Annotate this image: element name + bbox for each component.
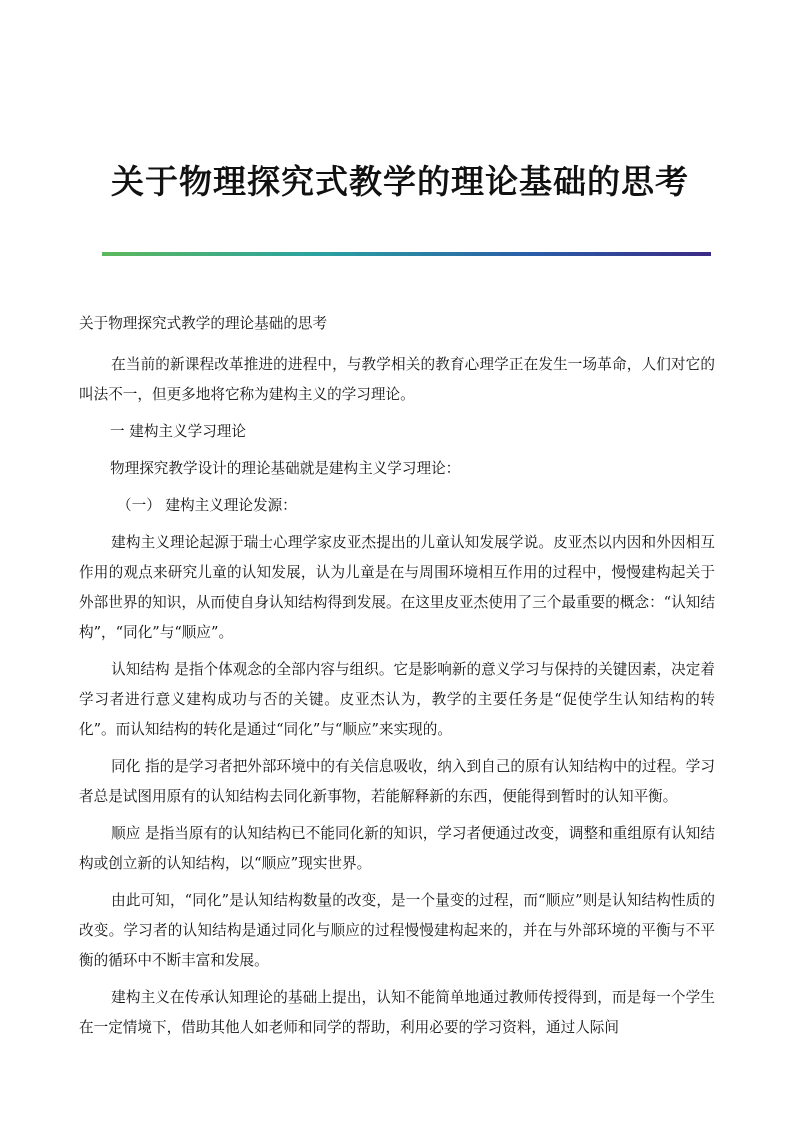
paragraph-assimilation: 同化 指的是学习者把外部环境中的有关信息吸收，纳入到自己的原有认知结构中的过程。学习者总是试图用原有的认知结构去同化新事物，若能解释新的东西，便能得到暂时的认知平衡。 xyxy=(79,758,715,805)
paragraph-intro: 在当前的新课程改革推进的进程中，与教学相关的教育心理学正在发生一场革命，人们对它的叫法不一，但更多地将它称为建构主义的学习理论。 xyxy=(79,356,715,403)
section-lead: 物理探究教学设计的理论基础就是建构主义学习理论： xyxy=(110,460,461,477)
paragraph-accommodation: 顺应 是指当原有的认知结构已不能同化新的知识，学习者便通过改变，调整和重组原有认知结构或创立新的认知结构，以“顺应”现实世界。 xyxy=(79,825,715,872)
document-body xyxy=(79,312,715,1050)
paragraph-summary: 由此可知，“同化”是认知结构数量的改变，是一个量变的过程，而“顺应”则是认知结构性质的改变。学习者的认知结构是通过同化与顺应的过程慢慢建构起来的，并在与外部环境的平衡与不平衡的循环中不断丰富和发展。 xyxy=(79,892,715,969)
document-title: 关于物理探究式教学的理论基础的思考 xyxy=(111,162,689,201)
section-heading: 一 建构主义学习理论 xyxy=(110,423,246,440)
subsection-heading: （一） 建构主义理论发源： xyxy=(117,497,297,514)
title-divider xyxy=(102,252,711,256)
paragraph-cognitive-structure: 认知结构 是指个体观念的全部内容与组织。它是影响新的意义学习与保持的关键因素，决定着学习者进行意义建构成功与否的关键。皮亚杰认为，教学的主要任务是“促使学生认知结构的转化”。而认知结构的转化是通过“同化”与“顺应”来实现的。 xyxy=(79,661,715,738)
document-subtitle: 关于物理探究式教学的理论基础的思考 xyxy=(79,315,328,332)
paragraph-constructivism: 建构主义在传承认知理论的基础上提出，认知不能简单地通过教师传授得到，而是每一个学生在一定情境下，借助其他人如老师和同学的帮助，利用必要的学习资料，通过人际间 xyxy=(79,989,715,1036)
paragraph-origin: 建构主义理论起源于瑞士心理学家皮亚杰提出的儿童认知发展学说。皮亚杰以内因和外因相互作用的观点来研究儿童的认知发展，认为儿童是在与周围环境相互作用的过程中，慢慢建构起关于外部世界的知识，从而使自身认知结构得到发展。在这里皮亚杰使用了三个最重要的概念：“认知结构”，“同化”与“顺应”。 xyxy=(79,534,715,641)
